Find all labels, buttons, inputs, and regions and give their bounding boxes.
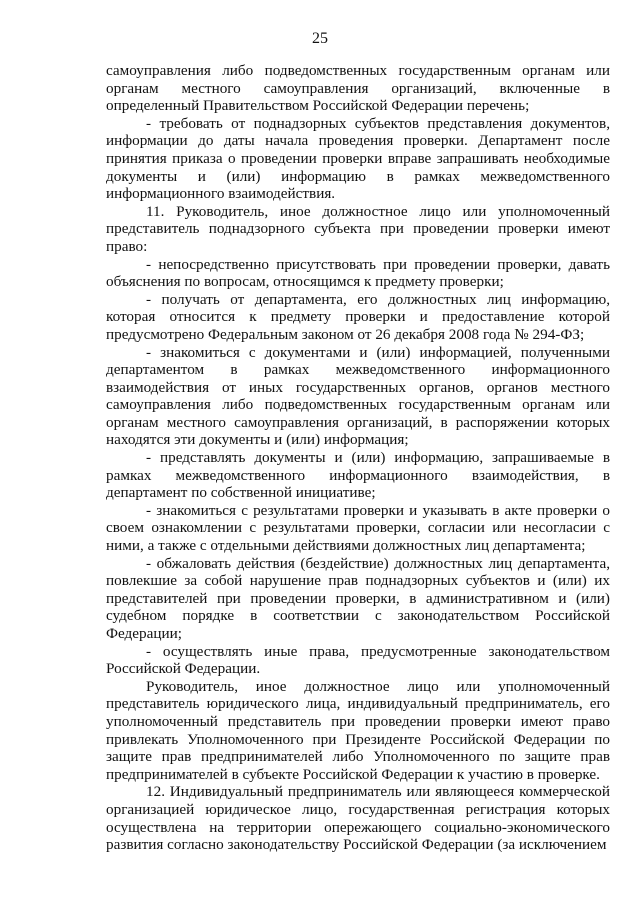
paragraph-right-attend: - непосредственно присутствовать при проведении проверки, давать объяснения по вопросам, относящимся к предмету проверки; — [106, 255, 610, 291]
document-body — [106, 62, 610, 854]
paragraph-right-appeal: - обжаловать действия (бездействие) должностных лиц департамента, повлекшие за собой нарушение прав поднадзорных субъектов и (или) их представителей при проведении проверки, в административном и (или) судебном порядке в соответствии с законодательством Российской Федерации; — [106, 554, 610, 642]
paragraph-section-11: 11. Руководитель, иное должностное лицо или уполномоченный представитель поднадзорного субъекта при проведении проверки имеют право: — [106, 202, 610, 255]
paragraph-right-receive-info: - получать от департамента, его должностных лиц информацию, которая относится к предмету проверки и предоставление которой предусмотрено Федеральным законом от 26 декабря 2008 года № 294-ФЗ; — [106, 290, 610, 343]
paragraph-continued: самоуправления либо подведомственных государственным органам или органам местного самоуправления организаций, включенные в определенный Правительством Российской Федерации перечень; — [106, 62, 610, 115]
paragraph-right-other: - осуществлять иные права, предусмотренные законодательством Российской Федерации. — [106, 642, 610, 678]
page-number: 25 — [312, 30, 328, 47]
paragraph-section-12: 12. Индивидуальный предприниматель или являющееся коммерческой организацией юридическое лицо, государственная регистрация которых осуществлена на территории опережающего социально-экономического развития согласно законодательству Российской Федерации (за исключением — [106, 783, 610, 854]
paragraph-right-submit-documents: - представлять документы и (или) информацию, запрашиваемые в рамках межведомственного информационного взаимодействия, в департамент по собственной инициативе; — [106, 449, 610, 502]
paragraph-request-documents: - требовать от поднадзорных субъектов представления документов, информации до даты начала проведения проверки. Департамент после принятия приказа о проведении проверки вправе запрашивать необходимые документы и (или) информацию в рамках межведомственного информационного взаимодействия. — [106, 114, 610, 203]
paragraph-ombudsman: Руководитель, иное должностное лицо или уполномоченный представитель юридического лица, индивидуальный предприниматель, его уполномоченный представитель при проведении проверки имеют право привлекать Уполномоченного при Президенте Российской Федерации по защите прав предпринимателей либо Уполномоченного по защите прав предпринимателей в субъекте Российской Федерации к участию в проверке. — [106, 677, 610, 783]
paragraph-right-review-documents: - знакомиться с документами и (или) информацией, полученными департаментом в рамках межведомственного информационного взаимодействия от иных государственных органов, органов местного самоуправления либо подведомственных государственным органам или органам местного самоуправления организаций, в распоряжении которых находятся эти документы и (или) информация; — [106, 343, 610, 449]
paragraph-right-review-results: - знакомиться с результатами проверки и указывать в акте проверки о своем ознакомлении с результатами проверки, согласии или несогласии с ними, а также с отдельными действиями должностных лиц департамента; — [106, 501, 610, 555]
